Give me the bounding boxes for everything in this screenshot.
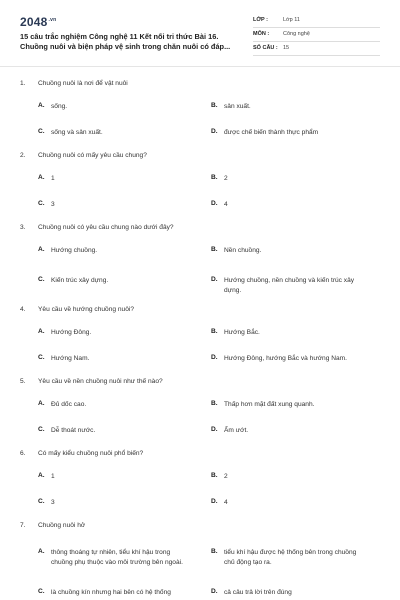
question-number: 2.	[20, 152, 26, 159]
option-text: 3	[51, 201, 55, 208]
option-text: tiểu khí hậu được hệ thống bên trong chuồng chủ động tạo ra.	[224, 549, 357, 566]
question-text	[20, 378, 163, 385]
question-text	[20, 306, 134, 313]
question-text	[20, 522, 85, 529]
option-letter: C.	[38, 498, 45, 505]
question-number: 6.	[20, 450, 26, 457]
option-letter: B.	[211, 102, 218, 109]
option-letter: A.	[38, 472, 45, 479]
question-stem: Yêu cầu về nền chuồng nuôi như thế nào?	[38, 378, 163, 385]
option-letter: C.	[38, 128, 45, 135]
question-stem: Chuồng nuôi hở	[38, 522, 86, 529]
option-letter: C.	[38, 276, 45, 283]
option-letter: B.	[211, 174, 218, 181]
header-divider	[0, 66, 400, 67]
option-text: Nền chuồng.	[224, 247, 262, 254]
meta-lop: LỚP : Lớp 11	[253, 13, 380, 28]
option-text: Hướng Đông.	[51, 329, 92, 336]
option-text: Thấp hơn mặt đất xung quanh.	[224, 401, 315, 408]
option-letter: B.	[211, 548, 218, 555]
question-text	[20, 450, 143, 457]
option-text: Dễ thoát nước.	[51, 427, 96, 434]
question-number: 4.	[20, 306, 26, 313]
option-letter: C.	[38, 588, 45, 595]
question-number: 5.	[20, 378, 26, 385]
option-text: thông thoáng tự nhiên, tiểu khí hậu trong chuồng phụ thuộc vào môi trường bên ngoài.	[51, 549, 183, 566]
option-text: Kiến trúc xây dựng.	[51, 277, 109, 284]
question-text	[20, 80, 128, 87]
option-text: Hướng Nam.	[51, 355, 90, 362]
option-letter: A.	[38, 246, 45, 253]
option-letter: C.	[38, 200, 45, 207]
option-letter: A.	[38, 548, 45, 555]
question-text	[20, 152, 147, 159]
meta-mon: MÔN : Công nghệ	[253, 27, 380, 42]
option-letter: B.	[211, 472, 218, 479]
option-letter: B.	[211, 246, 218, 253]
option-text: là chuồng kín nhưng hai bên có hệ thống	[51, 589, 171, 596]
quiz-title: 15 câu trắc nghiệm Công nghệ 11 Kết nối tri thức Bài 16. Chuồng nuôi và biện pháp vệ sinh trong chăn nuôi có đáp...	[20, 32, 231, 51]
option-letter: B.	[211, 328, 218, 335]
option-text: được chế biến thành thực phẩm	[224, 129, 319, 136]
option-letter: D.	[211, 128, 218, 135]
option-text: Ẩm ướt.	[224, 427, 249, 434]
option-letter: A.	[38, 174, 45, 181]
option-text: 1	[51, 175, 55, 182]
option-text: Hướng Bắc.	[224, 329, 260, 336]
option-text: sống.	[51, 103, 68, 110]
option-letter: D.	[211, 354, 218, 361]
option-text: 4	[224, 201, 228, 208]
option-text: 1	[51, 473, 55, 480]
question-number: 3.	[20, 224, 26, 231]
page-header	[0, 0, 400, 62]
question-stem: Yêu cầu về hướng chuồng nuôi?	[38, 306, 134, 313]
option-text: Hướng chuồng.	[51, 247, 98, 254]
option-text: 2	[224, 473, 228, 480]
option-text: cả câu trả lời trên đúng	[224, 589, 292, 596]
meta-so-cau: SỐ CÂU : 15	[253, 41, 380, 56]
question-text	[20, 224, 174, 231]
option-text: Hướng chuồng, nền chuồng và kiến trúc xây dựng.	[224, 277, 355, 294]
option-letter: D.	[211, 588, 218, 595]
question-stem: Có mấy kiểu chuồng nuôi phổ biến?	[38, 450, 144, 457]
question-stem: Chuồng nuôi có yêu cầu chung nào dưới đây?	[38, 224, 174, 231]
option-text: sản xuất.	[224, 103, 251, 110]
option-letter: B.	[211, 400, 218, 407]
option-letter: D.	[211, 276, 218, 283]
option-text: 4	[224, 499, 228, 506]
option-text: 2	[224, 175, 228, 182]
option-text: Hướng Đông, hướng Bắc và hướng Nam.	[224, 355, 347, 362]
option-letter: D.	[211, 426, 218, 433]
question-number: 7.	[20, 522, 26, 529]
option-text: 3	[51, 499, 55, 506]
option-letter: C.	[38, 354, 45, 361]
question-number: 1.	[20, 80, 26, 87]
option-letter: A.	[38, 400, 45, 407]
site-logo[interactable]: $2048^{.vn}$	[20, 15, 57, 29]
option-letter: D.	[211, 498, 218, 505]
option-letter: A.	[38, 102, 45, 109]
question-stem: Chuồng nuôi có mấy yêu cầu chung?	[38, 152, 147, 159]
option-text: sống và sản xuất.	[51, 129, 103, 136]
option-text: Đủ dốc cao.	[51, 401, 87, 408]
option-letter: C.	[38, 426, 45, 433]
question-stem: Chuồng nuôi là nơi để vật nuôi	[38, 80, 128, 87]
option-letter: A.	[38, 328, 45, 335]
option-letter: D.	[211, 200, 218, 207]
